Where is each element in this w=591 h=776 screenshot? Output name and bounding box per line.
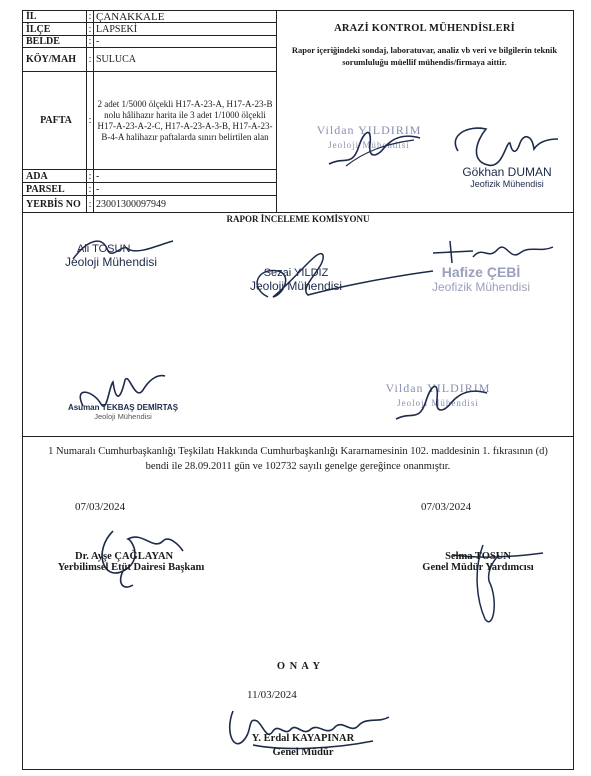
approver-name: Y. Erdal KAYAPINAR <box>251 733 355 744</box>
left-approver <box>31 551 231 573</box>
ilce-value: LAPSEKİ <box>96 23 138 35</box>
member-title: Jeoloji Mühendisi <box>249 279 343 293</box>
right-approval-date: 07/03/2024 <box>421 501 472 513</box>
signature-vildan <box>324 116 424 176</box>
koy-value: SULUCA <box>96 54 137 65</box>
panel-title: ARAZİ KONTROL MÜHENDİSLERİ <box>334 23 515 34</box>
onay-label: O N A Y <box>276 661 322 672</box>
yerbis-value: 23001300097949 <box>96 198 166 210</box>
top-section <box>23 11 573 213</box>
colon: : <box>87 11 94 22</box>
colon: : <box>87 170 94 182</box>
member-title: Jeoloji Mühendisi <box>64 255 158 269</box>
koy-label: KÖY/MAH <box>23 48 87 71</box>
colon: : <box>87 72 94 169</box>
ada-value: - <box>96 170 100 182</box>
row-parsel <box>23 183 276 196</box>
stamp-title: Jeoloji Mühendisi <box>328 140 410 150</box>
stamp-name: Vildan YILDIRIM <box>316 123 422 137</box>
member-title: Jeofizik Mühendisi <box>431 280 531 294</box>
approver-name: Dr. Ayşe ÇAĞLAYAN <box>75 551 174 562</box>
colon: : <box>87 36 94 47</box>
location-info-table <box>23 11 277 212</box>
approver-title: Genel Müdür Yardımcısı <box>422 562 534 573</box>
member-name: Hafize ÇEBİ <box>441 264 521 280</box>
signature-sezai <box>238 237 438 307</box>
engineer-title: Jeofizik Mühendisi <box>470 179 544 189</box>
pafta-label: PAFTA <box>23 72 87 169</box>
engineer-gokhan <box>442 165 572 189</box>
left-approval-date: 07/03/2024 <box>75 501 126 513</box>
row-pafta <box>23 72 276 170</box>
member-name: Asuman TEKBAŞ DEMİRTAŞ <box>67 403 179 412</box>
member-asuman <box>43 403 203 421</box>
member-title: Jeoloji Mühendisi <box>397 398 479 408</box>
section-divider <box>23 436 573 437</box>
member-title: Jeoloji Mühendisi <box>94 412 152 421</box>
parsel-value: - <box>96 183 100 195</box>
right-approver <box>383 551 573 573</box>
colon: : <box>87 48 94 71</box>
approval-decree: 1 Numaralı Cumhurbaşkanlığı Teşkilatı Hakkında Cumhurbaşkanlığı Kararnamesinin 102. maddesinin 1. fıkrasının (d) bendi ile 28.09.2011 gün ve 102732 sayılı genelge gereğince onanmıştır. <box>48 446 548 472</box>
onay-date: 11/03/2024 <box>247 689 297 701</box>
member-name: Ali TOSUN <box>77 243 131 255</box>
signature-ali <box>68 229 178 269</box>
row-il <box>23 11 276 23</box>
responsibility-note: Rapor içeriğindeki sondaj, laboratuvar, analiz vb veri ve bilgilerin teknik sorumluluğu müellif mühendis/firmaya aittir. <box>291 45 558 67</box>
colon: : <box>87 23 94 35</box>
belde-label: BELDE <box>23 36 87 47</box>
ilce-label: İLÇE <box>23 23 87 35</box>
member-name: Vildan YILDIRIM <box>385 381 491 395</box>
ada-label: ADA <box>23 170 87 182</box>
belde-value: - <box>96 36 100 47</box>
approver-title: Yerbilimsel Etüt Dairesi Başkanı <box>57 562 205 573</box>
parsel-label: PARSEL <box>23 183 87 195</box>
approver-title: Genel Müdür <box>272 747 334 758</box>
pafta-value: 2 adet 1/5000 ölçekli H17-A-23-A, H17-A-23-B nolu hâlihazır harita ile 3 adet 1/1000 ölçekli H17-A-23-A-2-C, H17-A-23-A-3-B, H17-A-23-B-4-A halihazır paftalarda sınırı belirtilen alan <box>97 98 273 142</box>
yerbis-label: YERBİS NO <box>23 196 87 212</box>
signature-hafize <box>428 235 558 271</box>
row-koy <box>23 48 276 72</box>
row-yerbis <box>23 196 276 212</box>
member-name: Sezai YILDIZ <box>263 267 329 279</box>
signature-vildan-2 <box>391 369 491 429</box>
commission-title: RAPOR İNCELEME KOMİSYONU <box>226 214 370 224</box>
colon: : <box>87 183 94 195</box>
director-general <box>213 733 393 758</box>
il-label: İL <box>23 11 87 22</box>
engineer-name: Gökhan DUMAN <box>462 165 552 179</box>
approver-name: Selma TOSUN <box>445 551 511 562</box>
field-engineers-panel <box>276 11 573 212</box>
colon: : <box>87 196 94 212</box>
row-ada <box>23 170 276 183</box>
document-page <box>22 10 574 770</box>
row-belde <box>23 36 276 48</box>
row-ilce <box>23 23 276 36</box>
il-value: ÇANAKKALE <box>96 10 165 23</box>
